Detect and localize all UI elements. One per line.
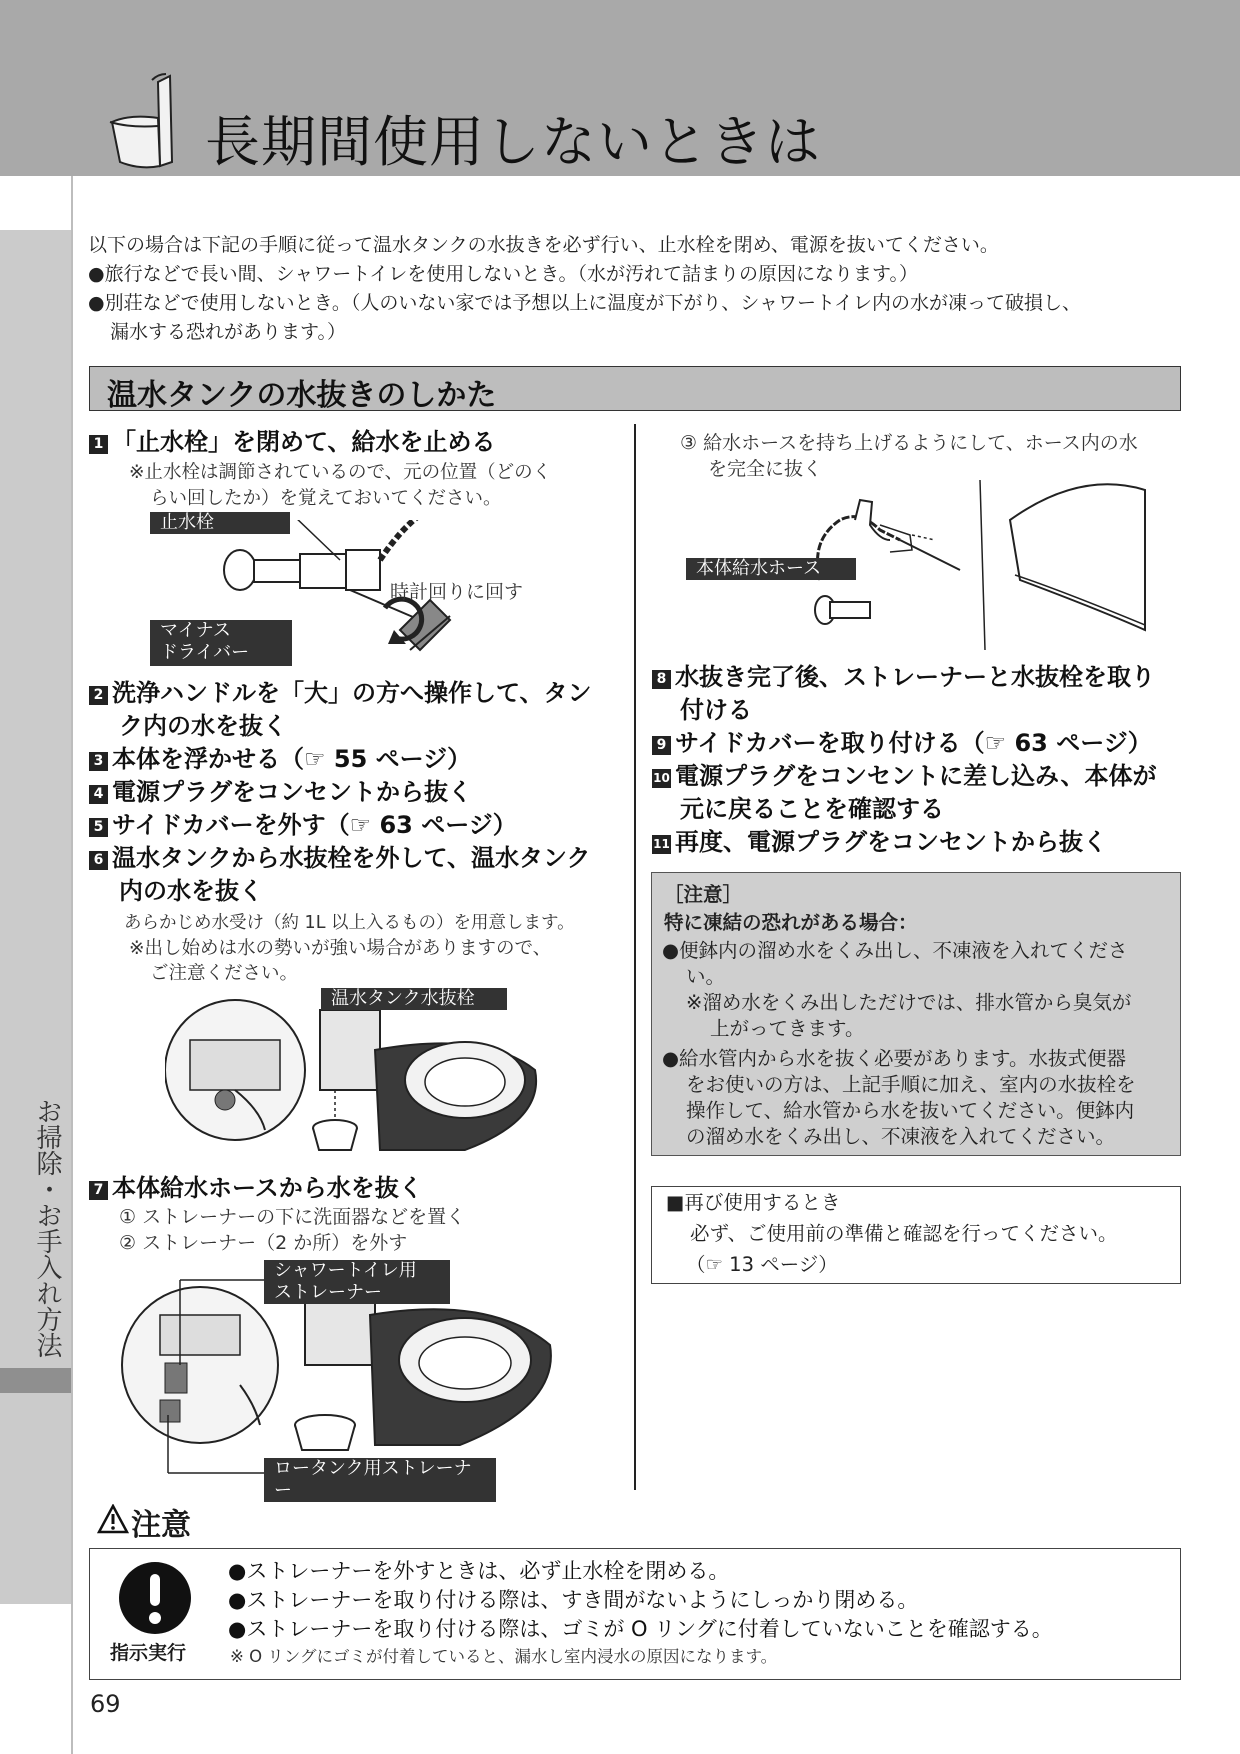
- step-3: 3 本体を浮かせる（☞ 55 ページ）: [89, 744, 471, 774]
- caution-bullet: ●給水管内から水を抜く必要があります。水抜式便器: [662, 1047, 1126, 1070]
- label-hose: 本体給水ホース: [686, 558, 856, 580]
- step-8-cont: 付ける: [680, 696, 752, 724]
- caution-bullet: ●便鉢内の溜め水をくみ出し、不凍液を入れてくださ: [662, 939, 1128, 962]
- step-5: 5 サイドカバーを外す（☞ 63 ページ）: [89, 810, 517, 840]
- step-note: らい回したか）を覚えておいてください。: [150, 488, 502, 509]
- caution-bullet-cont: をお使いの方は、上記手順に加え、室内の水抜栓を: [686, 1073, 1136, 1096]
- step-8: 8 水抜き完了後、ストレーナーと水抜栓を取り: [652, 662, 1155, 692]
- step-2: 2 洗浄ハンドルを「大」の方へ操作して、タン: [89, 678, 592, 708]
- section-title: 温水タンクの水抜きのしかた: [107, 378, 497, 413]
- reuse-page-ref: （☞ 13 ページ）: [686, 1253, 838, 1276]
- reuse-text: 必ず、ご使用前の準備と確認を行ってください。: [690, 1222, 1118, 1245]
- step-sub: ③ 給水ホースを持ち上げるようにして、ホース内の水: [680, 432, 1138, 454]
- label-shower-strainer: シャワートイレ用 ストレーナー: [264, 1260, 450, 1304]
- side-tab-marker: [0, 1368, 71, 1393]
- step-6: 6 温水タンクから水抜栓を外して、温水タンク: [89, 843, 591, 873]
- warning-item: ●ストレーナーを外すときは、必ず止水栓を閉める。: [228, 1559, 730, 1583]
- side-tab-label: お掃除・お手入れ方法: [32, 1098, 62, 1358]
- side-tab: [0, 230, 71, 1604]
- step-11: 11 再度、電源プラグをコンセントから抜く: [653, 828, 1107, 856]
- caution-tag: ［注意］: [664, 883, 743, 906]
- warning-item: ●ストレーナーを取り付ける際は、すき間がないようにしっかり閉める。: [228, 1588, 919, 1612]
- step-sub: を完全に抜く: [708, 458, 823, 480]
- step-note: あらかじめ水受け（約 1L 以上入るもの）を用意します。: [124, 913, 575, 933]
- warning-item: ●ストレーナーを取り付ける際は、ゴミが O リングに付着していないことを確認する。: [228, 1617, 1053, 1641]
- step-note: ご注意ください。: [150, 963, 299, 984]
- mandatory-action-icon: [117, 1560, 193, 1636]
- caution-bullet-cont: 操作して、給水管から水を抜いてください。便鉢内: [686, 1099, 1135, 1122]
- warning-note: ※ O リングにゴミが付着していると、漏水し室内浸水の原因になります。: [230, 1647, 778, 1666]
- step-10: 10 電源プラグをコンセントに差し込み、本体が: [653, 762, 1157, 790]
- step-9: 9 サイドカバーを取り付ける（☞ 63 ページ）: [652, 728, 1152, 758]
- caution-note: 上がってきます。: [710, 1017, 865, 1040]
- label-valve: 止水栓: [150, 512, 290, 534]
- step-4: 4 電源プラグをコンセントから抜く: [89, 777, 472, 807]
- step-sub: ② ストレーナー（2 か所）を外す: [119, 1232, 408, 1254]
- step-sub: ① ストレーナーの下に洗面器などを置く: [119, 1206, 466, 1228]
- page-number: 69: [90, 1690, 121, 1718]
- caution-title: 特に凍結の恐れがある場合：: [664, 911, 918, 934]
- caution-bullet-cont: の溜め水をくみ出し、不凍液を入れてください。: [686, 1125, 1116, 1148]
- tank-plug-illustration: [165, 990, 545, 1160]
- label-tank-plug: 温水タンク水抜栓: [321, 988, 507, 1010]
- caution-note: ※溜め水をくみ出しただけでは、排水管から臭気が: [686, 991, 1132, 1014]
- caution-bullet-cont: い。: [686, 965, 726, 988]
- intro-text: 以下の場合は下記の手順に従って温水タンクの水抜きを必ず行い、止水栓を閉め、電源を抜いてください。: [88, 234, 999, 256]
- step-7: 7 本体給水ホースから水を抜く: [89, 1173, 423, 1203]
- page-title: 長期間使用しないときは: [205, 110, 822, 174]
- label-lowtank-strainer: ロータンク用ストレーナー: [264, 1458, 496, 1502]
- reuse-title: ■再び使用するとき: [666, 1191, 841, 1214]
- warning-triangle-icon: [97, 1504, 129, 1534]
- column-divider: [634, 424, 636, 1490]
- intro-bullet-cont: 漏水する恐れがあります。）: [110, 321, 346, 343]
- step-1: 1 「止水栓」を閉めて、給水を止める: [89, 427, 496, 457]
- step-note: ※止水栓は調節されているので、元の位置（どのく: [129, 462, 552, 483]
- toilet-icon: [100, 70, 180, 170]
- margin-line: [71, 176, 73, 1754]
- step-10-cont: 元に戻ることを確認する: [680, 795, 944, 823]
- intro-bullet: ●旅行などで長い間、シャワートイレを使用しないとき。（水が汚れて詰まりの原因になります。）: [88, 263, 918, 285]
- step-6-cont: 内の水を抜く: [119, 877, 263, 905]
- step-note: ※出し始めは水の勢いが強い場合がありますので、: [129, 938, 552, 959]
- step-2-cont: ク内の水を抜く: [119, 712, 287, 740]
- warning-title: 注意: [131, 1508, 191, 1543]
- intro-bullet: ●別荘などで使用しないとき。（人のいない家では予想以上に温度が下がり、シャワートイレ内の水が凍って破損し、: [88, 292, 1081, 314]
- label-rotate: 時計回りに回す: [390, 581, 524, 603]
- icon-caption: 指示実行: [110, 1642, 187, 1664]
- label-driver: マイナス ドライバー: [150, 620, 292, 666]
